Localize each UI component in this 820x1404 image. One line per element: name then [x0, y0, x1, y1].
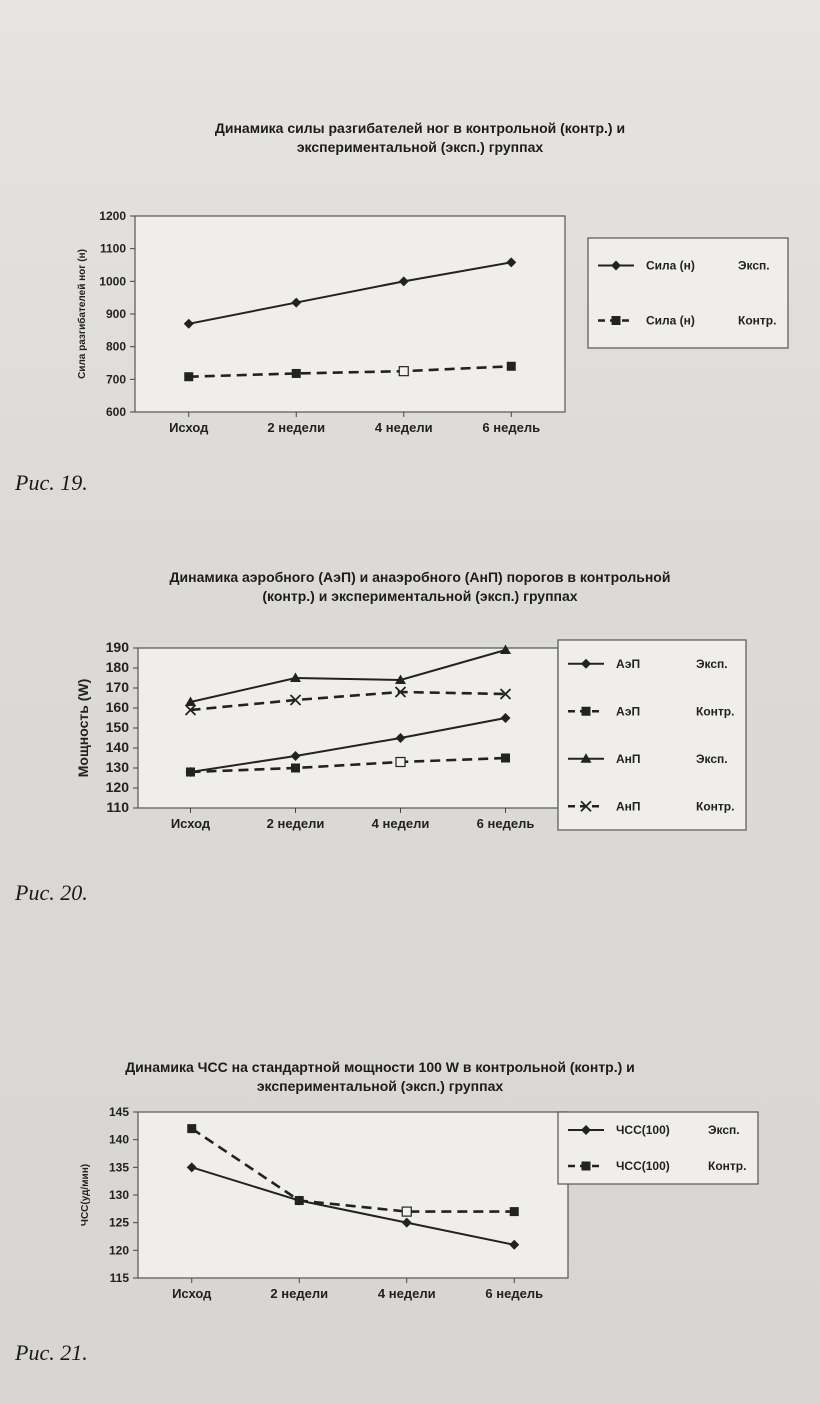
legend-group: Контр.	[738, 313, 777, 328]
chart-title: Динамика аэробного (АэП) и анаэробного (АнП) порогов в контрольной (контр.) и экспериментальной (эксп.) группах	[169, 569, 671, 604]
legend-box	[588, 238, 788, 348]
legend-group: Эксп.	[738, 258, 770, 273]
legend-label: Сила (н)	[646, 258, 695, 273]
data-point	[501, 754, 510, 763]
legend-marker	[582, 707, 591, 716]
legend-group: Эксп.	[696, 656, 728, 671]
plot-area	[138, 648, 558, 808]
x-tick-label: 2 недели	[267, 420, 326, 435]
x-tick-label: 6 недель	[482, 420, 541, 435]
legend-label: АнП	[616, 799, 641, 814]
data-point	[291, 764, 300, 773]
data-point	[396, 758, 405, 767]
data-point	[295, 1196, 304, 1205]
y-tick-label: 800	[105, 339, 126, 354]
y-axis-label: Сила разгибателей ног (н)	[77, 249, 88, 379]
y-tick-label: 115	[109, 1271, 129, 1285]
figure-caption: Рис. 20.	[15, 880, 88, 905]
y-tick-label: 140	[105, 739, 129, 755]
y-tick-label: 120	[105, 779, 129, 795]
figure-caption: Рис. 21.	[15, 1340, 88, 1365]
y-tick-label: 1200	[99, 209, 126, 223]
data-point	[184, 372, 193, 381]
chart-title: Динамика ЧСС на стандартной мощности 100 W в контрольной (контр.) и экспериментальной (эксп.) группах	[125, 1059, 635, 1094]
legend-group: Эксп.	[696, 751, 728, 766]
legend-group: Контр.	[708, 1159, 747, 1173]
x-tick-label: 6 недель	[485, 1286, 544, 1301]
y-tick-label: 140	[108, 1132, 129, 1147]
chart-title: Динамика силы разгибателей ног в контрольной (контр.) и экспериментальной (эксп.) группах	[214, 120, 626, 155]
legend-label: АэП	[616, 656, 641, 671]
chart-20	[0, 620, 820, 840]
chart-19	[0, 200, 820, 450]
y-tick-label: 145	[108, 1105, 129, 1119]
x-tick-label: 2 недели	[270, 1286, 329, 1301]
legend-label: Сила (н)	[646, 313, 695, 328]
plot-area	[135, 216, 565, 412]
x-tick-label: Исход	[170, 816, 211, 831]
data-point	[186, 768, 195, 777]
y-tick-label: 120	[108, 1243, 129, 1258]
y-tick-label: 700	[105, 372, 126, 387]
legend	[558, 640, 746, 830]
plot-area	[138, 1112, 568, 1278]
y-tick-label: 130	[108, 1188, 129, 1202]
chart-21	[0, 1100, 820, 1310]
x-tick-label: Исход	[169, 420, 209, 435]
y-tick-label: 1000	[99, 274, 126, 289]
legend-marker	[612, 316, 621, 325]
data-point	[510, 1207, 519, 1216]
data-point	[187, 1124, 196, 1133]
legend-label: ЧСС(100)	[616, 1159, 670, 1173]
y-tick-label: 190	[105, 639, 129, 655]
y-axis-label: ЧСС(уд/мин)	[80, 1163, 91, 1227]
x-tick-label: 6 недель	[476, 816, 535, 831]
legend-marker	[582, 1162, 591, 1171]
y-tick-label: 150	[105, 719, 129, 735]
x-tick-label: Исход	[172, 1286, 212, 1301]
legend-group: Эксп.	[708, 1123, 740, 1137]
legend-label: АэП	[616, 704, 641, 719]
data-point	[399, 367, 408, 376]
y-tick-label: 160	[105, 699, 129, 715]
x-tick-label: 4 недели	[374, 420, 433, 435]
data-point	[402, 1207, 411, 1216]
legend-group: Контр.	[696, 799, 735, 814]
data-point	[292, 369, 301, 378]
y-tick-label: 600	[105, 405, 126, 419]
y-tick-label: 170	[105, 679, 129, 695]
x-tick-label: 4 недели	[377, 1286, 436, 1301]
y-tick-label: 1100	[99, 241, 126, 256]
legend	[558, 1112, 758, 1184]
legend-label: АнП	[616, 751, 641, 766]
y-tick-label: 135	[108, 1160, 129, 1175]
legend-group: Контр.	[696, 704, 735, 719]
y-tick-label: 180	[105, 659, 129, 675]
y-tick-label: 900	[105, 307, 126, 321]
figure-caption: Рис. 19.	[15, 470, 88, 495]
y-tick-label: 110	[106, 799, 129, 815]
x-tick-label: 2 недели	[266, 816, 325, 831]
x-tick-label: 4 недели	[371, 816, 430, 831]
legend-label: ЧСС(100)	[616, 1123, 670, 1137]
data-point	[507, 362, 516, 371]
legend	[588, 238, 788, 348]
y-axis-label: Мощность (W)	[75, 678, 91, 778]
y-tick-label: 130	[105, 759, 129, 775]
y-tick-label: 125	[108, 1215, 129, 1230]
